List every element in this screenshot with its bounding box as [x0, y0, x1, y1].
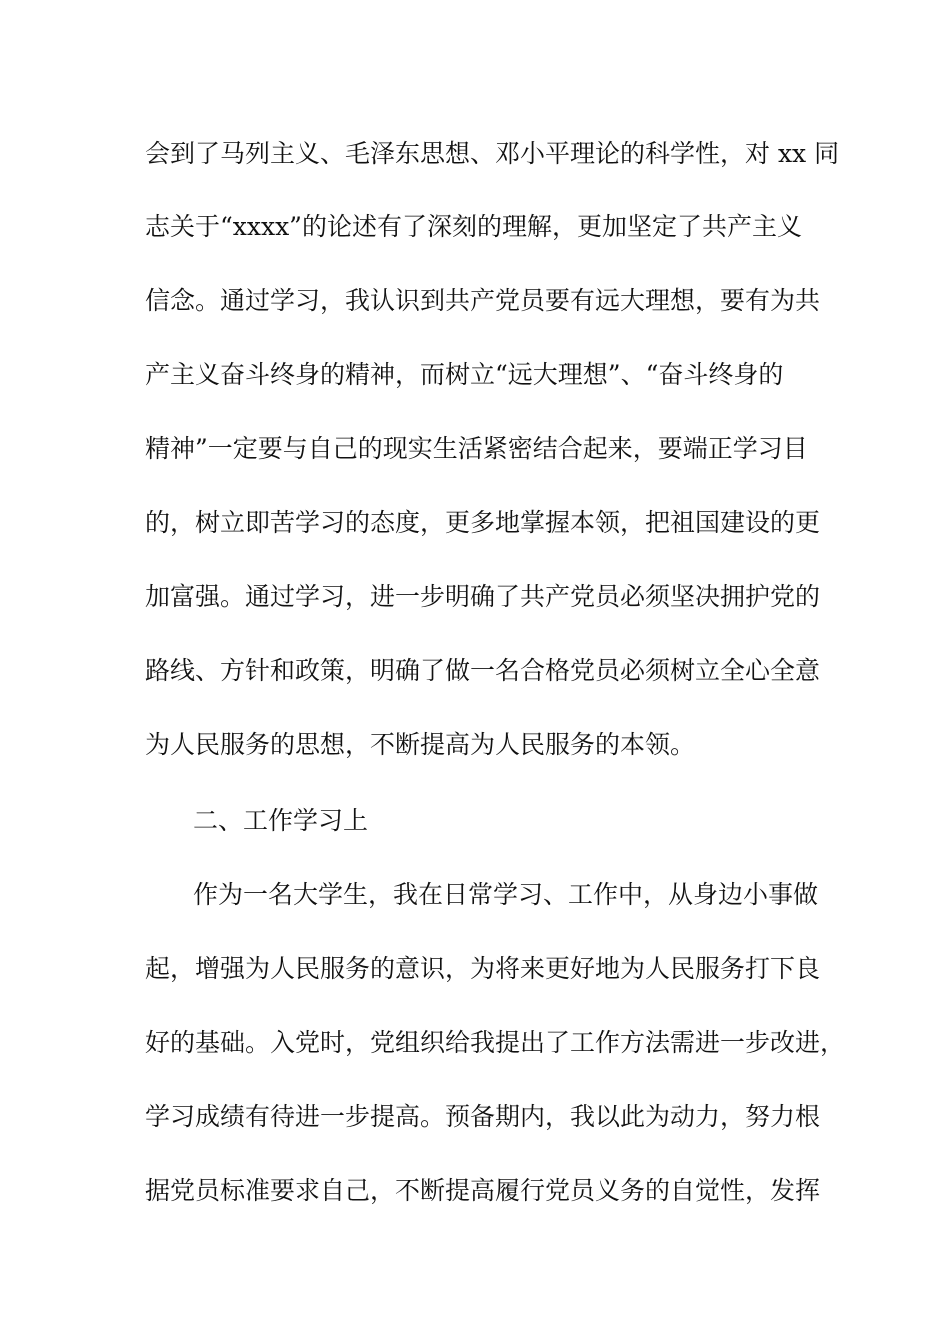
paragraph-1-line-3: 信念。通过学习，我认识到共产党员要有远大理想，要有为共	[145, 286, 821, 315]
paragraph-2-line-4: 学习成绩有待进一步提高。预备期内，我以此为动力，努力根	[145, 1102, 821, 1131]
paragraph-2-line-1: 作为一名大学生，我在日常学习、工作中，从身边小事做	[193, 880, 819, 909]
paragraph-1-line-8: 路线、方针和政策，明确了做一名合格党员必须树立全心全意	[145, 656, 821, 685]
paragraph-1-line-1: 会到了马列主义、毛泽东思想、邓小平理论的科学性，对 xx 同	[145, 139, 840, 168]
paragraph-2-line-3: 好的基础。入党时，党组织给我提出了工作方法需进一步改进，	[145, 1028, 846, 1057]
paragraph-2-line-2: 起，增强为人民服务的意识，为将来更好地为人民服务打下良	[145, 954, 821, 983]
paragraph-2-line-5: 据党员标准要求自己，不断提高履行党员义务的自觉性，发挥	[145, 1176, 821, 1205]
paragraph-1-line-5: 精神”一定要与自己的现实生活紧密结合起来，要端正学习目	[145, 434, 808, 463]
paragraph-1-line-7: 加富强。通过学习，进一步明确了共产党员必须坚决拥护党的	[145, 582, 821, 611]
section-heading: 二、工作学习上	[193, 806, 369, 835]
paragraph-1-line-2: 志关于“xxxx”的论述有了深刻的理解，更加坚定了共产主义	[145, 212, 802, 241]
paragraph-1-line-9: 为人民服务的思想，不断提高为人民服务的本领。	[145, 730, 696, 759]
paragraph-1-line-4: 产主义奋斗终身的精神，而树立“远大理想”、“奋斗终身的	[145, 360, 784, 389]
paragraph-1-line-6: 的，树立即苦学习的态度，更多地掌握本领，把祖国建设的更	[145, 508, 821, 537]
